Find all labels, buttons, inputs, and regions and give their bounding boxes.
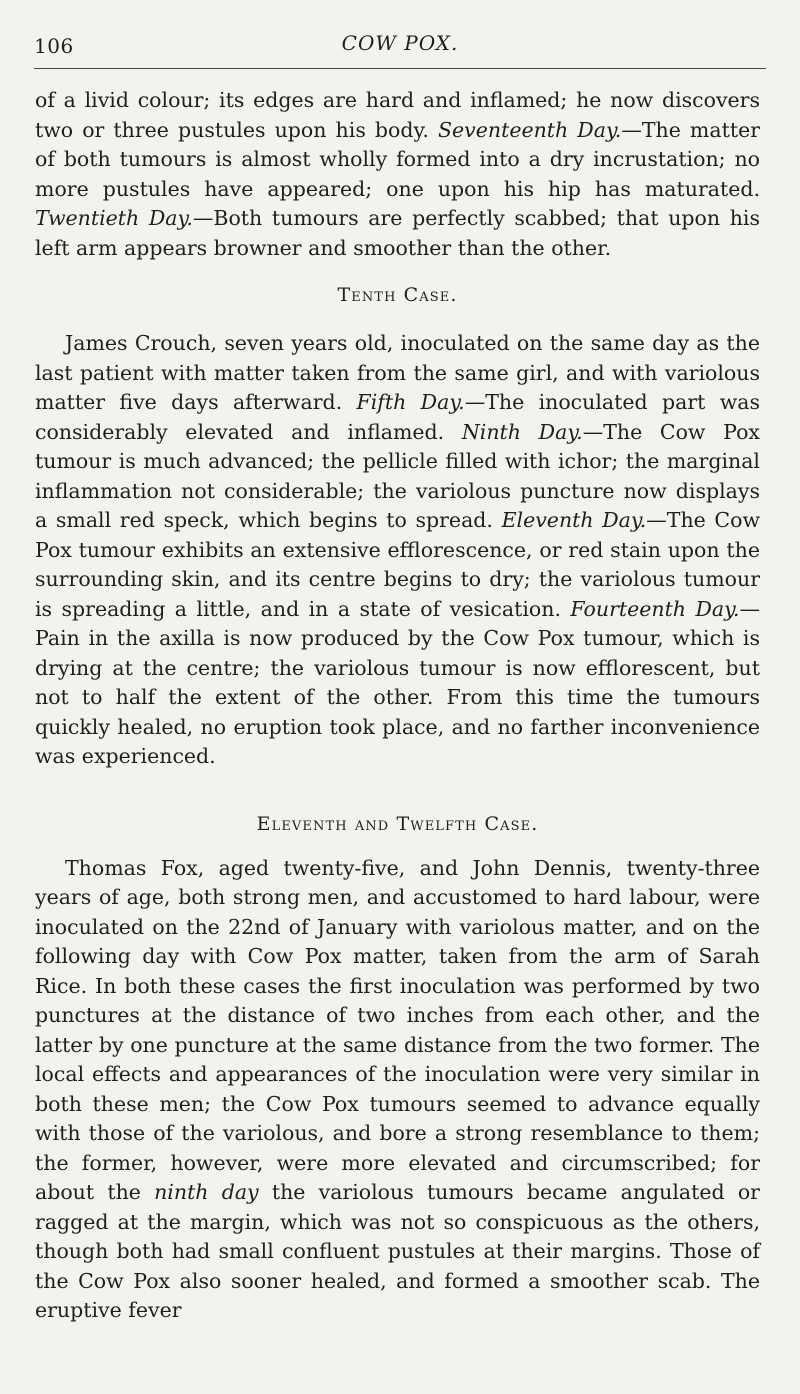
day-label: Eleventh Day. [501, 508, 647, 532]
page-content [35, 86, 760, 1326]
running-header [34, 30, 766, 60]
eleventh-twelfth-case-heading: Eleventh and Twelfth Case. [256, 812, 539, 835]
paragraph-segment: —The matter of both tumours is almost wholly formed into a dry incrustation; no more pustules have appeared; one upon his hip has maturated. [35, 117, 761, 201]
day-label: ninth day [154, 1180, 259, 1204]
paragraph-segment: —The Cow Pox tumour is much advanced; the pellicle filled with ichor; the marginal inflammation not considerable; the variolous puncture now displays a small red speck, which begins to spread. [35, 419, 760, 532]
paragraph-segment: the variolous tumours became angulated or ragged at the margin, which was not so conspicuous as the others, though both had small confluent pustules at their margins. Those of the Cow Pox also sooner healed, and formed a smoother scab. The eruptive fever [35, 1180, 760, 1322]
day-label: Fifth Day. [356, 390, 465, 414]
page-number: 106 [34, 34, 74, 58]
day-label: Ninth Day. [461, 419, 583, 444]
paragraph-segment: James Crouch, seven years old, inoculated on the same day as the last patient with matter taken from the same girl, and with variolous matter five days afterward. [35, 331, 760, 414]
day-label: Fourteenth Day. [570, 596, 740, 621]
day-label: Seventeenth Day. [437, 117, 622, 142]
paragraph-segment: —The inoculated part was considerably elevated and inflamed. [35, 390, 760, 444]
eleventh-twelfth-case-paragraph [35, 854, 760, 1326]
continued-paragraph [35, 86, 760, 263]
running-title: COW POX. [341, 31, 459, 55]
paragraph-segment: of a livid colour; its edges are hard and inflamed; he now discovers two or three pustules upon his body. [35, 88, 760, 142]
paragraph-segment: —Both tumours are perfectly scabbed; that upon his left arm appears browner and smoother than the other. [35, 206, 761, 260]
header-rule [34, 68, 766, 69]
paragraph-segment: Thomas Fox, aged twenty-five, and John Dennis, twenty-three years of age, both strong men, and accustomed to hard labour, were inoculated on the 22nd of January with variolous matter, and on the following day with Cow Pox matter, taken from the arm of Sarah Rice. In both these cases the first inoculation was performed by two punctures at the distance of two inches from each other, and the latter by one puncture at the same distance from the two former. The local effects and appearances of the inoculation were very similar in both these men; the Cow Pox tumours seemed to advance equally with those of the variolous, and bore a strong resemblance to them; the former, however, were more elevated and circumscribed; for about the [35, 855, 760, 1204]
tenth-case-paragraph [35, 329, 760, 772]
day-label: Twentieth Day. [35, 206, 193, 230]
tenth-case-heading: Tenth Case. [337, 284, 458, 306]
paragraph-segment: —The Cow Pox tumour exhibits an extensive efflorescence, or red stain upon the surrounding skin, and its centre begins to dry; the variolous tumour is spreading a little, and in a state of vesication. [35, 508, 760, 621]
paragraph-segment: —Pain in the axilla is now produced by the Cow Pox tumour, which is drying at the centre; the variolous tumour is now efflorescent, but not to half the extent of the other. From this time the tumours quickly healed, no eruption took place, and no farther inconvenience was experienced. [35, 596, 760, 768]
